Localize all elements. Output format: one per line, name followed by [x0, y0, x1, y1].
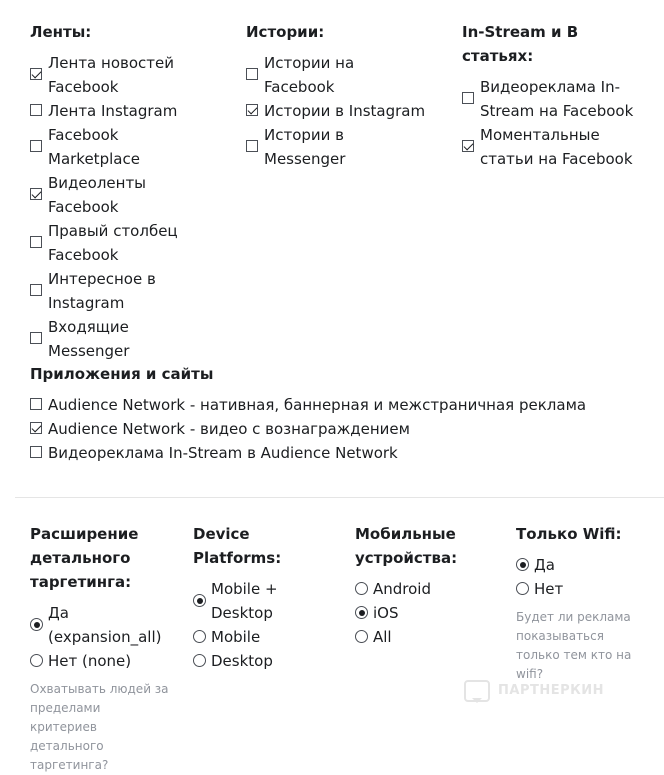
option-label: Видеореклама In-Stream в Audience Network [48, 444, 398, 462]
expansion-option-no[interactable] [30, 649, 170, 673]
option-label: Audience Network - видео с вознаграждением [48, 420, 410, 438]
watermark-text: ПАРТНЕРКИН [498, 683, 605, 698]
radio-button[interactable] [30, 618, 43, 631]
radio-button[interactable] [193, 594, 206, 607]
checkbox[interactable] [462, 92, 474, 104]
feeds-option-marketplace[interactable] [30, 123, 210, 171]
feeds-option-instagram[interactable] [30, 99, 210, 123]
option-label: Audience Network - нативная, баннерная и межстраничная реклама [48, 396, 587, 414]
option-label: Видеореклама In-Stream на Facebook [480, 78, 634, 120]
checkbox[interactable] [30, 422, 42, 434]
checkbox[interactable] [30, 284, 42, 296]
wifi-option-no[interactable] [516, 577, 651, 601]
option-label: Android [373, 580, 431, 598]
radio-button[interactable] [355, 630, 368, 643]
stories-option-messenger[interactable] [246, 123, 426, 171]
option-label: Нет (none) [48, 652, 132, 670]
stories-heading: Истории: [246, 23, 325, 41]
instream-option-instant-articles[interactable] [462, 123, 647, 171]
option-label: Да (expansion_all) [48, 604, 162, 646]
instream-option-video[interactable] [462, 75, 647, 123]
option-label: iOS [373, 604, 399, 622]
stories-group [246, 20, 426, 171]
apps-option-rewarded-video[interactable] [30, 417, 650, 441]
option-label: Desktop [211, 652, 273, 670]
wifi-group [516, 522, 651, 684]
feeds-heading: Ленты: [30, 23, 92, 41]
checkbox[interactable] [30, 140, 42, 152]
radio-button[interactable] [516, 582, 529, 595]
checkbox[interactable] [246, 104, 258, 116]
watermark-logo-icon [464, 680, 490, 702]
radio-button[interactable] [193, 630, 206, 643]
apps-group [30, 362, 650, 465]
apps-option-instream[interactable] [30, 441, 650, 465]
checkbox[interactable] [246, 140, 258, 152]
option-label: Правый столбец Facebook [48, 222, 178, 264]
stories-option-instagram[interactable] [246, 99, 426, 123]
instream-heading: In-Stream и В статьях: [462, 23, 579, 65]
radio-button[interactable] [355, 582, 368, 595]
mobile-devices-group [355, 522, 495, 649]
checkbox[interactable] [246, 68, 258, 80]
option-label: Facebook Marketplace [48, 126, 140, 168]
checkbox[interactable] [30, 398, 42, 410]
option-label: Истории на Facebook [264, 54, 355, 96]
device-option-mobile-desktop[interactable] [193, 577, 333, 625]
option-label: Да [534, 556, 555, 574]
checkbox[interactable] [30, 104, 42, 116]
checkbox[interactable] [30, 236, 42, 248]
checkbox[interactable] [30, 188, 42, 200]
device-option-desktop[interactable] [193, 649, 333, 673]
section-divider [15, 497, 664, 498]
feeds-option-explore[interactable] [30, 267, 210, 315]
wifi-option-yes[interactable] [516, 553, 651, 577]
option-label: Моментальные статьи на Facebook [480, 126, 633, 168]
feeds-option-messenger-inbox[interactable] [30, 315, 210, 363]
mobile-devices-heading: Мобильные устройства: [355, 525, 458, 567]
feeds-group [30, 20, 210, 363]
option-label: Лента новостей Facebook [48, 54, 174, 96]
feeds-option-right-column[interactable] [30, 219, 210, 267]
instream-group [462, 20, 647, 171]
device-platforms-group [193, 522, 333, 673]
option-label: Истории в Instagram [264, 102, 426, 120]
feeds-option-video-feeds[interactable] [30, 171, 210, 219]
watermark [462, 676, 642, 710]
device-option-mobile[interactable] [193, 625, 333, 649]
option-label: Mobile [211, 628, 261, 646]
device-platforms-heading: Device Platforms: [193, 525, 282, 567]
option-label: Видеоленты Facebook [48, 174, 147, 216]
apps-option-native[interactable] [30, 393, 650, 417]
wifi-hint: Будет ли реклама показываться только тем кто на wifi? [516, 610, 632, 681]
wifi-heading: Только Wifi: [516, 525, 622, 543]
checkbox[interactable] [462, 140, 474, 152]
radio-button[interactable] [516, 558, 529, 571]
checkbox[interactable] [30, 332, 42, 344]
mobile-option-all[interactable] [355, 625, 495, 649]
checkbox[interactable] [30, 446, 42, 458]
feeds-option-news-feed[interactable] [30, 51, 210, 99]
radio-button[interactable] [30, 654, 43, 667]
radio-button[interactable] [193, 654, 206, 667]
radio-button[interactable] [355, 606, 368, 619]
option-label: All [373, 628, 392, 646]
option-label: Нет [534, 580, 564, 598]
expansion-heading: Расширение детального таргетинга: [30, 525, 139, 591]
mobile-option-android[interactable] [355, 577, 495, 601]
expansion-option-yes[interactable] [30, 601, 170, 649]
checkbox[interactable] [30, 68, 42, 80]
expansion-hint: Охватывать людей за пределами критериев детального таргетинга? [30, 682, 169, 772]
option-label: Истории в Messenger [264, 126, 346, 168]
option-label: Mobile + Desktop [211, 580, 278, 622]
option-label: Входящие Messenger [48, 318, 130, 360]
expansion-group [30, 522, 170, 775]
apps-heading: Приложения и сайты [30, 365, 214, 383]
option-label: Интересное в Instagram [48, 270, 156, 312]
stories-option-facebook[interactable] [246, 51, 426, 99]
mobile-option-ios[interactable] [355, 601, 495, 625]
option-label: Лента Instagram [48, 102, 178, 120]
